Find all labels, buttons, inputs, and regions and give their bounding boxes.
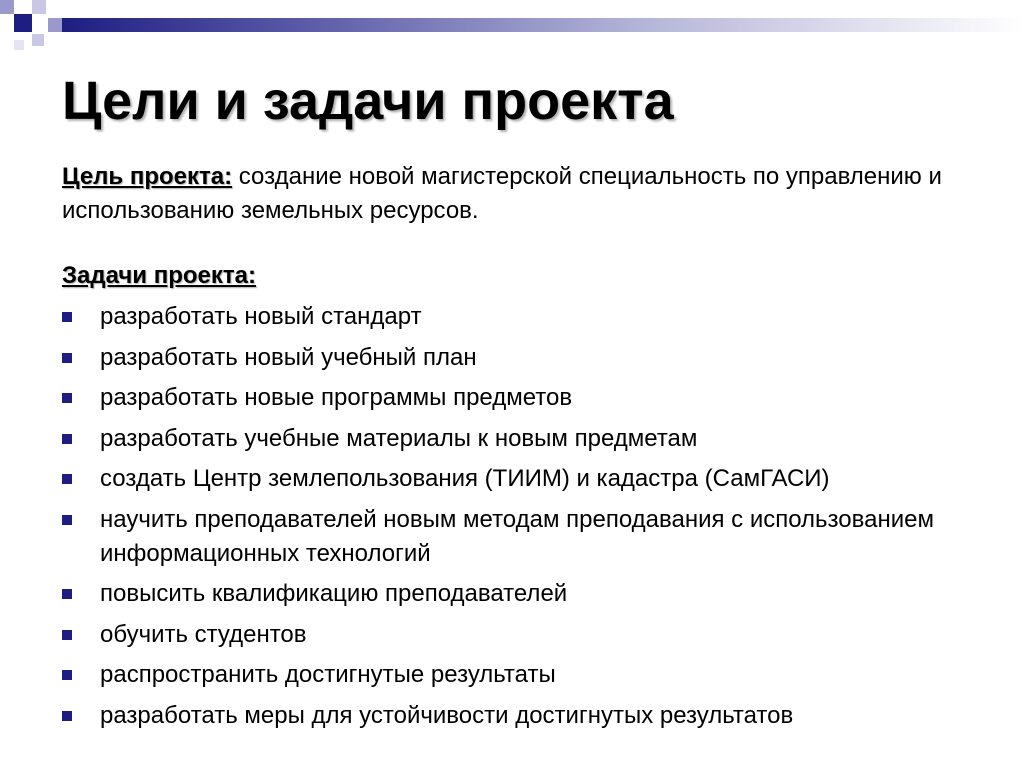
goal-text: создание новой магистерской специальность по управлению и использованию земельных ресурсов. [62, 163, 942, 224]
gradient-bar [62, 18, 1024, 32]
task-list [62, 300, 992, 739]
decor-square [14, 40, 24, 50]
task-text: разработать меры для устойчивости достигнутых результатов [100, 701, 794, 729]
square-bullet-icon [62, 670, 72, 680]
square-bullet-icon [62, 630, 72, 640]
decor-square [0, 0, 14, 14]
project-goal [62, 160, 962, 227]
task-text: разработать новый учебный план [100, 343, 477, 371]
list-item [62, 618, 992, 652]
list-item [62, 300, 992, 334]
task-text: разработать новый стандарт [100, 303, 422, 330]
list-item [62, 422, 992, 456]
list-item [62, 341, 992, 375]
decor-square [14, 14, 32, 32]
task-text: распространить достигнутые результаты [100, 661, 556, 688]
square-bullet-icon [62, 589, 72, 599]
square-bullet-icon [62, 711, 72, 721]
task-text: разработать новые программы предметов [100, 384, 573, 411]
square-bullet-icon [62, 353, 72, 363]
list-item [62, 699, 992, 733]
list-item [62, 658, 992, 692]
slide-title: Цели и задачи проекта [62, 71, 674, 131]
square-bullet-icon [62, 515, 72, 525]
square-bullet-icon [62, 393, 72, 403]
decor-square [32, 0, 46, 14]
square-bullet-icon [62, 434, 72, 444]
tasks-header: Задачи проекта: [62, 262, 256, 289]
list-item [62, 577, 992, 611]
task-text: научить преподавателей новым методам преподавания с использованием информационных технологий [100, 505, 934, 567]
goal-label: Цель проекта: [62, 163, 233, 190]
task-text: повысить квалификацию преподавателей [100, 580, 568, 607]
task-text: разработать учебные материалы к новым предметам [100, 424, 698, 452]
square-bullet-icon [62, 474, 72, 484]
task-text: создать Центр землепользования (ТИИМ) и кадастра (СамГАСИ) [100, 465, 830, 492]
decor-square [32, 34, 44, 46]
task-text: обучить студентов [100, 620, 307, 648]
list-item [62, 381, 992, 415]
square-bullet-icon [62, 312, 72, 322]
decor-square [48, 18, 62, 32]
list-item [62, 503, 992, 571]
list-item [62, 462, 992, 496]
